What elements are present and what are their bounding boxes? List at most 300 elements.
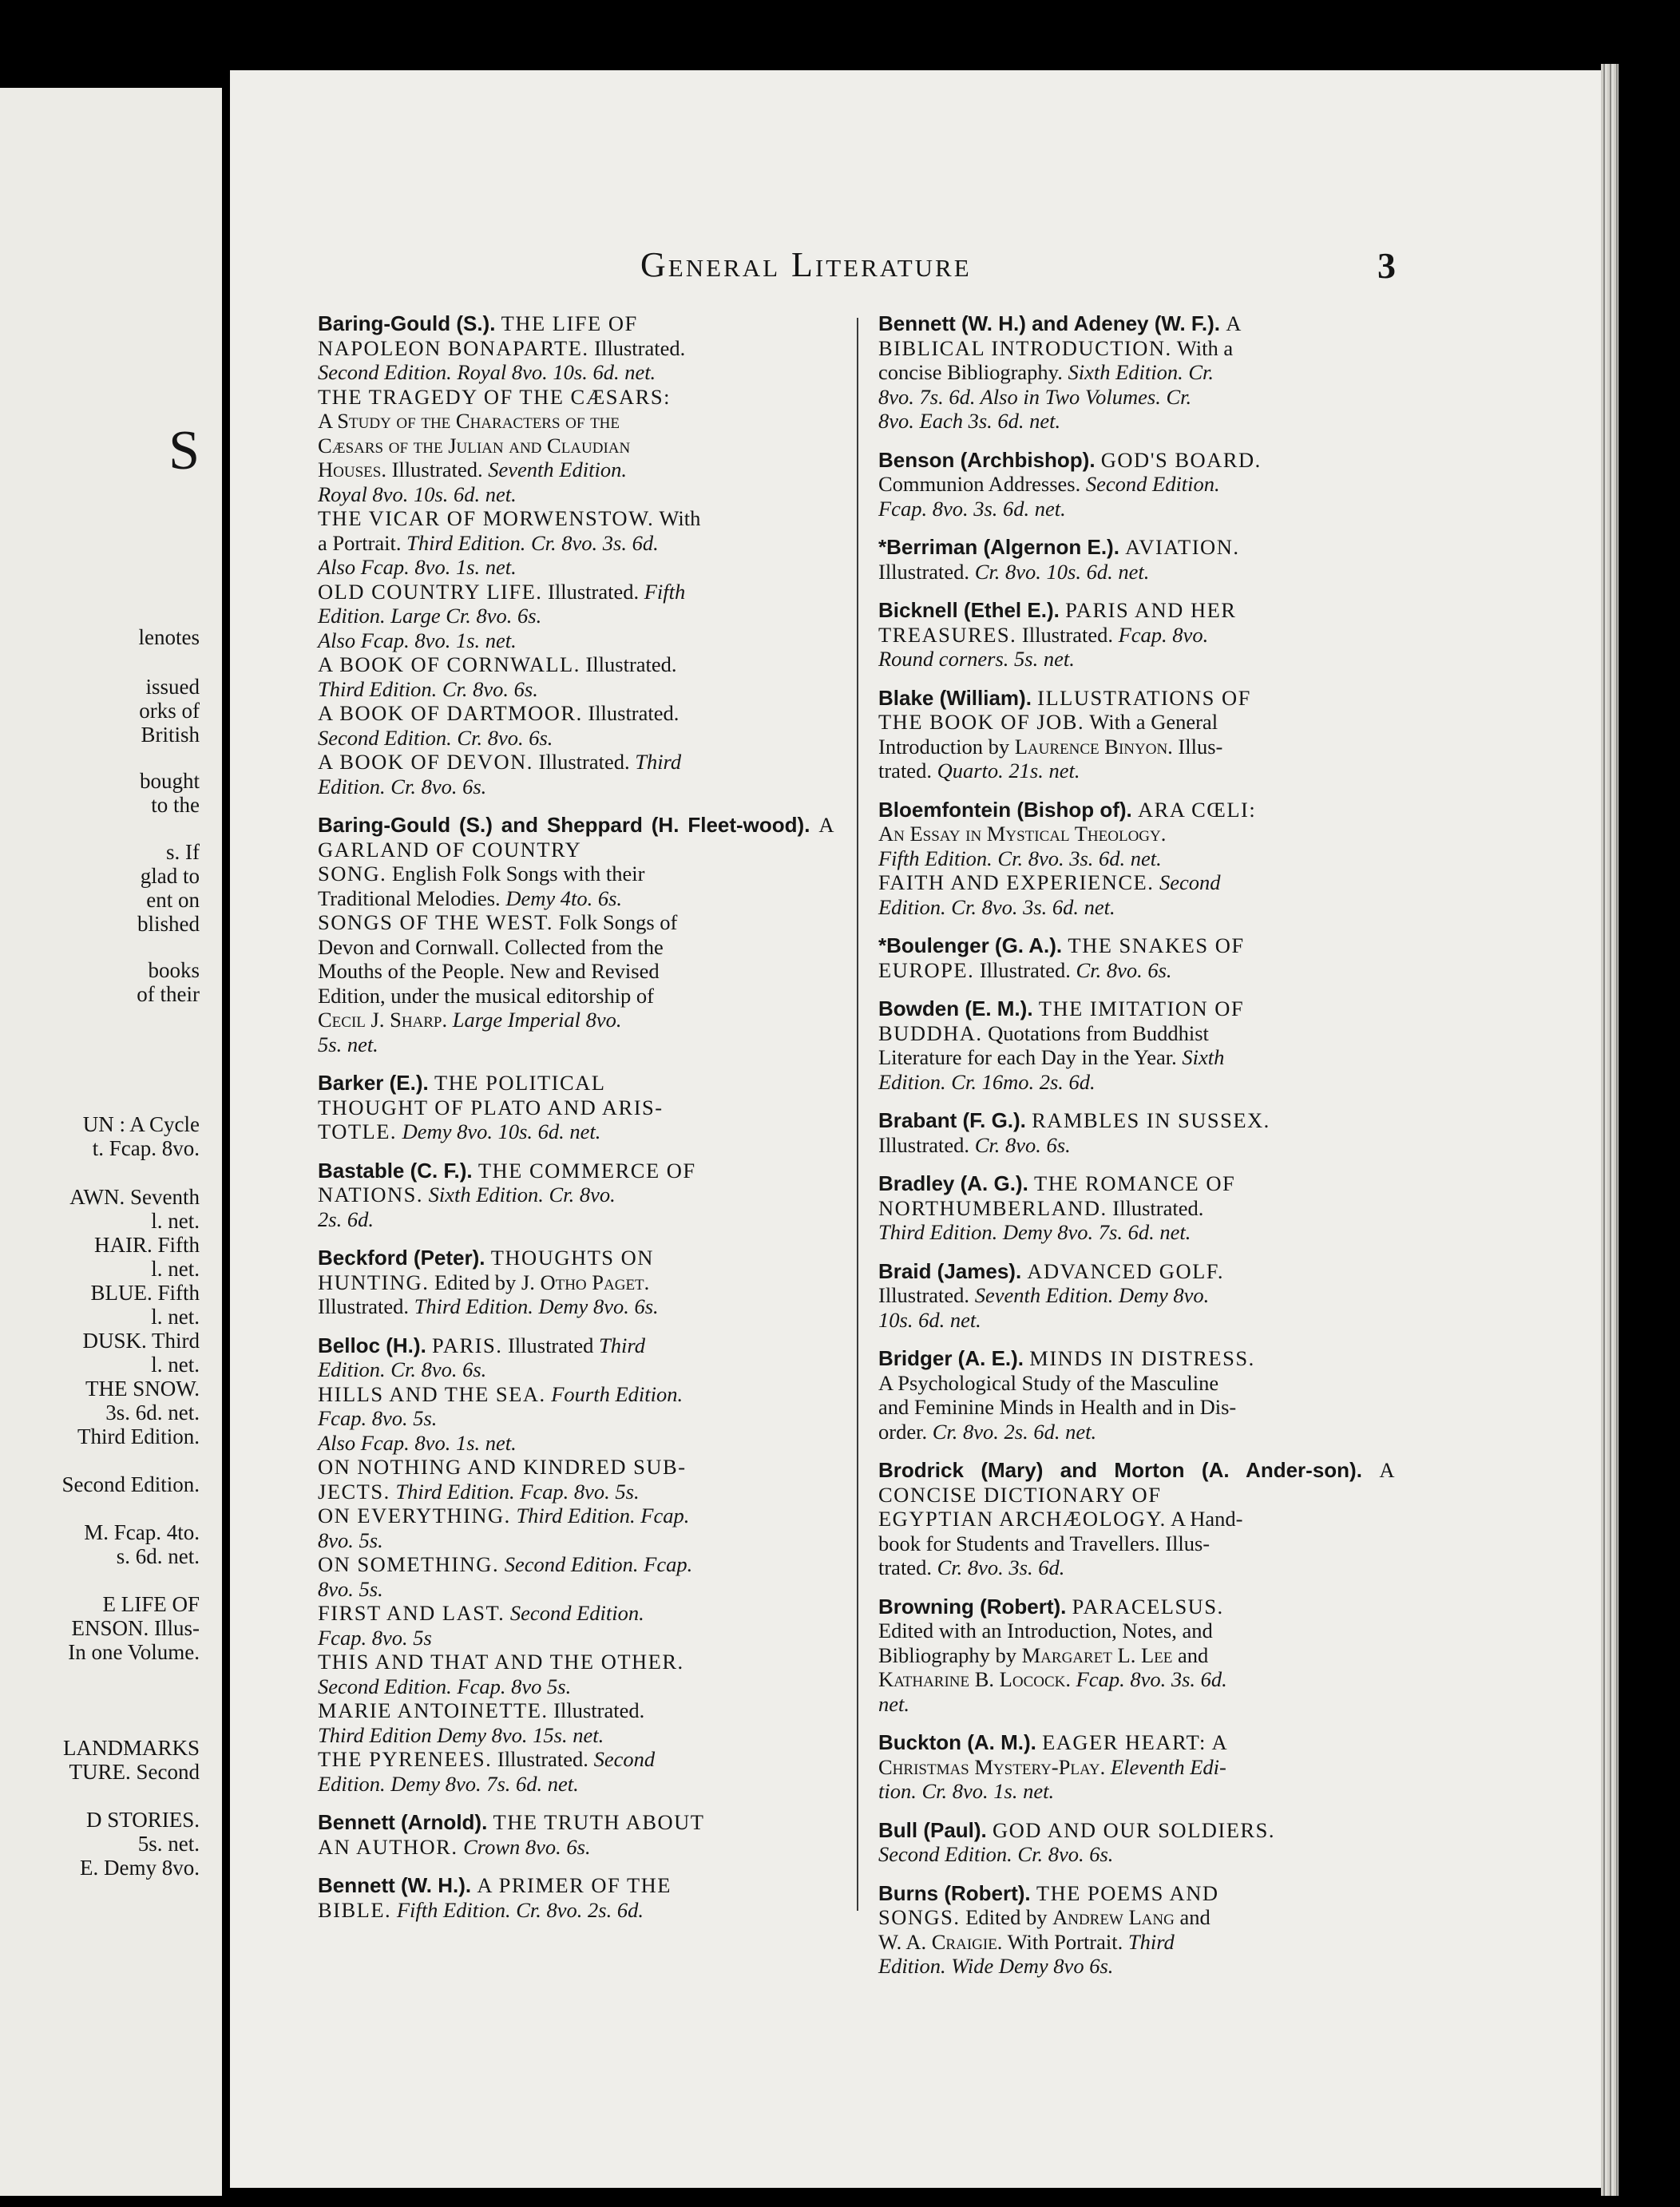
entry-line [878, 448, 1396, 473]
edition-details: Third [1127, 1929, 1175, 1954]
entry-author: Barker (E.). [318, 1071, 434, 1095]
edition-details: Cr. 8vo. 6s. [974, 1132, 1071, 1157]
entry-line [878, 1531, 1396, 1556]
entry-line [878, 895, 1396, 920]
entry-text: Edited by [960, 1905, 1053, 1929]
entry-line [878, 623, 1396, 648]
entry-line [878, 1259, 1396, 1284]
entry-line [878, 798, 1396, 822]
entry-line [878, 1692, 1396, 1717]
entry-text: Cecil J. Sharp. [318, 1008, 448, 1032]
facing-page-text-fragment: HAIR. Fifth [93, 1233, 200, 1257]
entry-line [318, 1246, 835, 1270]
book-title: GOD'S BOARD. [1100, 447, 1262, 472]
edition-details: Demy 8vo. 10s. 6d. net. [397, 1119, 601, 1143]
entry-text: Folk Songs of [553, 910, 678, 934]
book-title: A BOOK OF CORNWALL. [318, 652, 580, 676]
edition-details: net. [878, 1691, 909, 1716]
book-title: TREASURES. [878, 622, 1017, 647]
edition-details: Third Edition. Fcap. [510, 1504, 690, 1527]
entry-line [318, 1480, 835, 1504]
facing-page-text-fragment: glad to [140, 864, 200, 888]
edition-details: 8vo. 5s. [318, 1527, 383, 1552]
edition-details: Second Edition. Fcap. 8vo 5s. [318, 1674, 572, 1698]
entry-line [318, 1504, 835, 1528]
entry-line [318, 360, 835, 385]
book-title: THE SNAKES OF [1068, 933, 1245, 957]
entry-line [318, 1333, 835, 1358]
entry-line [318, 531, 835, 556]
entry-line [878, 1905, 1396, 1930]
facing-page-text-fragment: to the [151, 793, 200, 817]
entry-line [878, 1507, 1396, 1531]
facing-page-text-fragment: E LIFE OF [102, 1592, 200, 1616]
edition-details: Third Edition. Cr. 8vo. 3s. 6d. [406, 530, 659, 555]
entry-line [318, 1382, 835, 1407]
entry-line [878, 1881, 1396, 1906]
edition-details: Second Edition. Cr. 8vo. 6s. [878, 1842, 1114, 1866]
edition-details: Cr. 8vo. 6s. [1076, 957, 1172, 982]
entry-line [318, 813, 835, 862]
edition-details: Third [599, 1333, 645, 1357]
edition-details: Also Fcap. 8vo. 1s. net. [318, 1430, 517, 1455]
entry-line [318, 458, 835, 482]
book-title: BIBLICAL INTRODUCTION. [878, 335, 1172, 360]
catalogue-entry [878, 1595, 1396, 1717]
entry-line [318, 1096, 835, 1120]
entry-line [318, 580, 835, 604]
entry-line [318, 652, 835, 677]
facing-page-text-fragment: E. Demy 8vo. [80, 1856, 200, 1880]
book-title: NATIONS. [318, 1183, 423, 1207]
book-title: AN AUTHOR. [318, 1834, 458, 1859]
entry-text: Cæsars of the Julian and Claudian [318, 433, 631, 458]
entry-line [318, 959, 835, 984]
entry-line [318, 1159, 835, 1183]
catalogue-entry [878, 1108, 1396, 1157]
book-title: PARIS AND HER [1065, 598, 1237, 622]
entry-text: With Portrait. [1002, 1929, 1128, 1954]
entry-text: a Portrait. [318, 530, 407, 555]
book-title: ON SOMETHING. [318, 1552, 500, 1576]
entry-text: Illustrated. [386, 458, 489, 481]
entry-author: Bennett (W. H.) and Adeney (W. F.). [878, 311, 1226, 335]
facing-page-text-fragment: orks of [139, 699, 200, 723]
entry-text: and [1174, 1905, 1210, 1929]
entry-text: Edited by J. [429, 1270, 541, 1294]
entry-author: Bowden (E. M.). [878, 997, 1039, 1020]
edition-details: Seventh Edition. Demy 8vo. [974, 1283, 1210, 1307]
entry-line [878, 472, 1396, 497]
entry-line [318, 1723, 835, 1748]
catalogue-entry [318, 813, 835, 1056]
entry-line [878, 759, 1396, 783]
entry-text: Andrew Lang [1052, 1905, 1175, 1929]
entry-text: A [1226, 311, 1242, 335]
book-title: THE COMMERCE OF [477, 1158, 696, 1183]
entry-text: Illustrated. [878, 1132, 975, 1157]
entry-line [318, 1747, 835, 1772]
facing-page-text-fragment: 5s. net. [137, 1832, 200, 1856]
book-title: AVIATION. [1125, 535, 1240, 559]
edition-details: Third Edition. Fcap. 8vo. 5s. [390, 1479, 640, 1504]
edition-details: 10s. 6d. net. [878, 1307, 981, 1332]
entry-line [878, 1133, 1396, 1158]
book-title: TOTLE. [318, 1119, 398, 1143]
entry-author: Belloc (H.). [318, 1333, 433, 1357]
entry-line [318, 886, 835, 911]
edition-details: Sixth [1182, 1045, 1225, 1069]
entry-author: Browning (Robert). [878, 1594, 1072, 1619]
edition-details: Sixth Edition. Cr. 8vo. [423, 1183, 616, 1207]
facing-page-text-fragment: AWN. Seventh [69, 1185, 200, 1209]
catalogue-entry [878, 311, 1396, 434]
entry-author: Blake (William). [878, 685, 1038, 710]
entry-text: Illus- [1172, 734, 1223, 759]
book-title: ARA CŒLI: [1137, 797, 1257, 822]
edition-details: 8vo. Each 3s. 6d. net. [878, 409, 1061, 433]
book-title: PARIS. [432, 1333, 503, 1357]
entry-text: Illustrated. [582, 701, 680, 725]
edition-details: Quarto. 21s. net. [937, 759, 1080, 783]
edition-details: Second Edition. Royal 8vo. [318, 360, 548, 384]
book-title: A PRIMER OF THE [477, 1873, 672, 1897]
entry-text: An Essay in Mystical Theology. [878, 822, 1167, 846]
running-head: General Literature [640, 245, 972, 284]
entry-line [318, 1119, 835, 1144]
entry-line [878, 1045, 1396, 1070]
catalogue-entry [878, 798, 1396, 920]
entry-author: Bennett (W. H.). [318, 1873, 477, 1897]
entry-line [878, 598, 1396, 623]
catalogue-entry [878, 1259, 1396, 1333]
edition-details: Second Edition. [505, 1601, 644, 1625]
edition-details: tion. Cr. 8vo. 1s. net. [878, 1779, 1055, 1803]
entry-line [878, 686, 1396, 711]
edition-details: 8vo. 7s. 6d. Also in Two Volumes. Cr. [878, 384, 1192, 409]
entry-text: Illustrated. [542, 579, 644, 604]
entry-line [318, 935, 835, 960]
book-title: THIS AND THAT AND THE OTHER. [318, 1650, 684, 1674]
entry-author: Buckton (A. M.). [878, 1730, 1043, 1754]
entry-text: A Psychological Study of the Masculine [878, 1370, 1219, 1395]
entry-line [318, 750, 835, 775]
entry-text: With a General [1084, 710, 1218, 734]
book-title: THE ROMANCE OF [1034, 1171, 1236, 1195]
facing-page-text-fragment: BLUE. Fifth [90, 1281, 200, 1305]
book-title: ADVANCED GOLF. [1027, 1258, 1225, 1283]
edition-details: Fcap. 8vo. 3s. 6d. [1071, 1667, 1227, 1691]
entry-line [878, 1220, 1396, 1245]
facing-page-text-fragment: TURE. Second [69, 1760, 200, 1784]
entry-text: Illustrated. [878, 559, 975, 584]
entry-line [878, 1930, 1396, 1955]
entry-text: Laurence Binyon. [1014, 734, 1173, 759]
edition-details: Crown 8vo. 6s. [458, 1834, 591, 1859]
edition-details: Cr. 8vo. 3s. 6d. [937, 1555, 1065, 1579]
entry-text: Traditional Melodies. [318, 886, 506, 910]
entry-line [318, 1552, 835, 1577]
book-title: ON NOTHING AND KINDRED SUB- [318, 1455, 687, 1479]
book-title: OLD COUNTRY LIFE. [318, 579, 543, 604]
entry-text: concise Bibliography. [878, 360, 1068, 384]
edition-details: Edition. Demy 8vo. 7s. 6d. net. [318, 1771, 579, 1796]
entry-line [878, 958, 1396, 983]
facing-page-text-fragment: 3s. 6d. net. [105, 1401, 200, 1424]
entry-text: Illustrated. [974, 957, 1076, 982]
edition-details: Second Edition. [1085, 472, 1220, 496]
entry-line [318, 910, 835, 935]
book-title: THE IMITATION OF [1038, 997, 1245, 1020]
entry-text: Edition, under the musical editorship of [318, 983, 654, 1008]
catalogue-entry [878, 1346, 1396, 1444]
edition-details: Second [1154, 870, 1221, 894]
entry-line [878, 1171, 1396, 1196]
book-title: RAMBLES IN SUSSEX. [1032, 1108, 1270, 1132]
entry-line [318, 677, 835, 702]
entry-line [318, 604, 835, 628]
edition-details: 5s. net. [318, 1032, 378, 1056]
entry-text: Quotations from Buddhist [982, 1020, 1209, 1045]
facing-page-text-fragment: of their [137, 982, 200, 1006]
entry-line [318, 862, 835, 886]
entry-line [318, 1406, 835, 1431]
book-title: BUDDHA. [878, 1020, 983, 1045]
book-title: BIBLE. [318, 1897, 392, 1922]
book-title: SONGS. [878, 1905, 961, 1929]
entry-author: Bradley (A. G.). [878, 1171, 1035, 1195]
facing-page-text-fragment: bought [139, 769, 200, 793]
entry-author: *Berriman (Algernon E.). [878, 535, 1126, 559]
entry-line [878, 1643, 1396, 1668]
entry-line [318, 1650, 835, 1674]
book-title: EGYPTIAN ARCHÆOLOGY. [878, 1507, 1167, 1531]
entry-text: Margaret L. Lee [1021, 1642, 1173, 1667]
entry-line [318, 1873, 835, 1898]
entry-line [878, 1458, 1396, 1507]
entry-text: Illustrated. [1016, 622, 1119, 647]
edition-details: Sixth Edition. Cr. [1068, 360, 1214, 384]
entry-line [878, 535, 1396, 560]
entry-line [878, 1108, 1396, 1133]
entry-line [878, 1395, 1396, 1420]
right-column [878, 311, 1396, 1993]
edition-details: Second Edition. Cr. 8vo. 6s. [318, 725, 553, 750]
book-title: MINDS IN DISTRESS. [1029, 1346, 1255, 1370]
catalogue-entry [318, 311, 835, 798]
book-title: THE TRUTH ABOUT [493, 1810, 705, 1834]
entry-text: A Study of the Characters of the [318, 409, 620, 433]
book-title: THE PYRENEES. [318, 1747, 493, 1771]
book-title: SONG. [318, 862, 387, 886]
book-title: A CONCISE DICTIONARY OF [878, 1458, 1396, 1507]
edition-details: Edition. Cr. 16mo. 2s. 6d. [878, 1069, 1096, 1094]
entry-text: Illustrated. [318, 1294, 414, 1318]
entry-line [878, 1283, 1396, 1308]
entry-text: and [1172, 1642, 1209, 1667]
entry-text: Houses. [318, 458, 386, 481]
entry-text: A Hand- [1166, 1507, 1243, 1531]
entry-line [878, 1619, 1396, 1643]
entry-line [318, 1772, 835, 1797]
book-title: PARACELSUS. [1072, 1594, 1224, 1619]
entry-text: Christmas Mystery-Play. [878, 1754, 1106, 1779]
edition-details: Second [593, 1747, 656, 1771]
entry-author: Brodrick (Mary) and Morton (A. Ander-son). [878, 1458, 1380, 1482]
catalogue-entry [878, 1881, 1396, 1979]
catalogue-entry [878, 598, 1396, 672]
book-title: THOUGHTS ON [490, 1246, 654, 1270]
facing-page-text-fragment: British [141, 723, 200, 747]
entry-author: Braid (James). [878, 1258, 1028, 1283]
facing-page-text-fragment: lenotes [138, 625, 200, 649]
edition-details: Eleventh Edi- [1105, 1754, 1226, 1779]
catalogue-entry [878, 997, 1396, 1094]
book-title: ON EVERYTHING. [318, 1504, 511, 1527]
entry-author: Bridger (A. E.). [878, 1346, 1030, 1370]
entry-line [318, 701, 835, 726]
edition-details: Seventh Edition. [488, 458, 627, 481]
book-title: A GARLAND OF COUNTRY [318, 813, 835, 862]
book-title: A BOOK OF DARTMOOR. [318, 701, 583, 725]
facing-page-text-fragment: M. Fcap. 4to. [84, 1520, 200, 1544]
entry-line [318, 1183, 835, 1207]
catalogue-entry [318, 1333, 835, 1797]
entry-text: and Feminine Minds in Health and in Dis- [878, 1395, 1237, 1419]
book-title: GOD AND OUR SOLDIERS. [993, 1817, 1275, 1842]
book-title: EUROPE. [878, 957, 975, 982]
catalogue-entry [318, 1873, 835, 1922]
entry-line [318, 1294, 835, 1319]
edition-details: 2s. 6d. [318, 1207, 374, 1231]
book-title: EAGER HEART: A [1042, 1730, 1229, 1754]
entry-line [878, 336, 1396, 361]
entry-text: order. [878, 1419, 933, 1444]
entry-line [318, 1357, 835, 1382]
book-title: THE POLITICAL [434, 1071, 606, 1095]
entry-line [878, 1021, 1396, 1046]
entry-line [318, 482, 835, 507]
facing-page [0, 88, 222, 2196]
facing-page-text-fragment: blished [137, 912, 200, 936]
entry-line [318, 1698, 835, 1723]
edition-details: Cr. 8vo. 2s. 6d. net. [932, 1419, 1097, 1444]
facing-page-text-fragment: ENSON. Illus- [71, 1616, 200, 1640]
book-title: FAITH AND EXPERIENCE. [878, 870, 1155, 894]
entry-text: Devon and Cornwall. Collected from the [318, 934, 664, 959]
column-rule [857, 318, 858, 1911]
edition-details: Demy 4to. 6s. [505, 886, 623, 910]
entry-text: Illustrated. [580, 652, 677, 676]
book-title: JECTS. [318, 1479, 390, 1504]
left-column [318, 311, 835, 1936]
facing-page-text-fragment: UN : A Cycle [82, 1112, 200, 1136]
entry-line [318, 555, 835, 580]
entry-line [878, 846, 1396, 871]
edition-details: Round corners. 5s. net. [878, 647, 1075, 671]
catalogue-entry [878, 1458, 1396, 1580]
book-title: THE LIFE OF [501, 311, 638, 335]
entry-text: Illustrated. [1107, 1195, 1204, 1220]
entry-line [878, 1555, 1396, 1580]
edition-details: Large Imperial 8vo. [447, 1008, 622, 1032]
entry-line [878, 647, 1396, 672]
entry-text: English Folk Songs with their [386, 862, 645, 886]
entry-line [318, 1528, 835, 1553]
entry-line [318, 336, 835, 361]
edition-details: Fifth [644, 579, 686, 604]
entry-line [318, 984, 835, 1008]
entry-line [318, 506, 835, 531]
edition-details: Fourth Edition. [545, 1381, 683, 1406]
facing-page-text-fragment: LANDMARKS [62, 1736, 200, 1760]
entry-line [878, 360, 1396, 385]
book-title: THE BOOK OF JOB. [878, 710, 1085, 734]
entry-text: Katharine B. Locock. [878, 1667, 1071, 1691]
entry-line [318, 1898, 835, 1923]
entry-line [878, 1420, 1396, 1444]
page-number: 3 [1377, 245, 1396, 286]
entry-line [878, 933, 1396, 958]
book-title: MARIE ANTOINETTE. [318, 1698, 549, 1722]
edition-details: Fcap. 8vo. 3s. 6d. net. [878, 496, 1066, 521]
book-title: FIRST AND LAST. [318, 1601, 505, 1625]
entry-text: book for Students and Travellers. Illus- [878, 1531, 1210, 1555]
entry-line [878, 1595, 1396, 1619]
entry-line [878, 1070, 1396, 1095]
facing-page-text-fragment: issued [145, 675, 200, 699]
entry-author: Beckford (Peter). [318, 1246, 491, 1270]
entry-text: W. A. Craigie. [878, 1929, 1003, 1954]
entry-author: Baring-Gould (S.). [318, 311, 501, 335]
book-title: NORTHUMBERLAND. [878, 1195, 1107, 1220]
catalogue-entry [878, 686, 1396, 783]
entry-text: Mouths of the People. New and Revised [318, 959, 660, 983]
edition-details: 8vo. 5s. [318, 1576, 383, 1601]
facing-page-text-fragment: l. net. [151, 1305, 200, 1329]
entry-line [878, 560, 1396, 584]
catalogue-entry [878, 1818, 1396, 1867]
facing-page-text-fragment: s. 6d. net. [116, 1544, 200, 1568]
edition-details: Edition. Cr. 8vo. 6s. [318, 774, 487, 798]
entry-line [318, 1431, 835, 1456]
edition-details: Also Fcap. 8vo. 1s. net. [318, 555, 517, 579]
entry-text: Illustrated. [878, 1283, 975, 1307]
catalogue-entry [318, 1159, 835, 1232]
book-title: SONGS OF THE WEST. [318, 910, 553, 934]
entry-line [318, 1674, 835, 1699]
edition-details: Edition. Large Cr. 8vo. 6s. [318, 604, 542, 628]
page-edge [1601, 64, 1619, 2196]
entry-text: Introduction by [878, 734, 1015, 759]
entry-line [878, 1842, 1396, 1867]
entry-line [878, 409, 1396, 434]
entry-author: Bicknell (Ethel E.). [878, 598, 1066, 622]
edition-details: Third [635, 750, 682, 774]
entry-line [318, 1835, 835, 1860]
book-title: THE VICAR OF MORWENSTOW. [318, 506, 655, 530]
entry-line [878, 1308, 1396, 1333]
book-title: HILLS AND THE SEA. [318, 1381, 546, 1406]
edition-details: Fcap. 8vo. 5s. [318, 1406, 438, 1430]
entry-text: Otho Paget. [540, 1270, 650, 1294]
facing-page-text-fragment: THE SNOW. [85, 1377, 200, 1401]
entry-text: Literature for each Day in the Year. [878, 1045, 1183, 1069]
edition-details: Also Fcap. 8vo. 1s. net. [318, 628, 517, 652]
entry-text: trated. [878, 1555, 937, 1579]
entry-author: *Boulenger (G. A.). [878, 933, 1068, 957]
edition-details: Edition. Wide Demy 8vo 6s. [878, 1954, 1114, 1978]
